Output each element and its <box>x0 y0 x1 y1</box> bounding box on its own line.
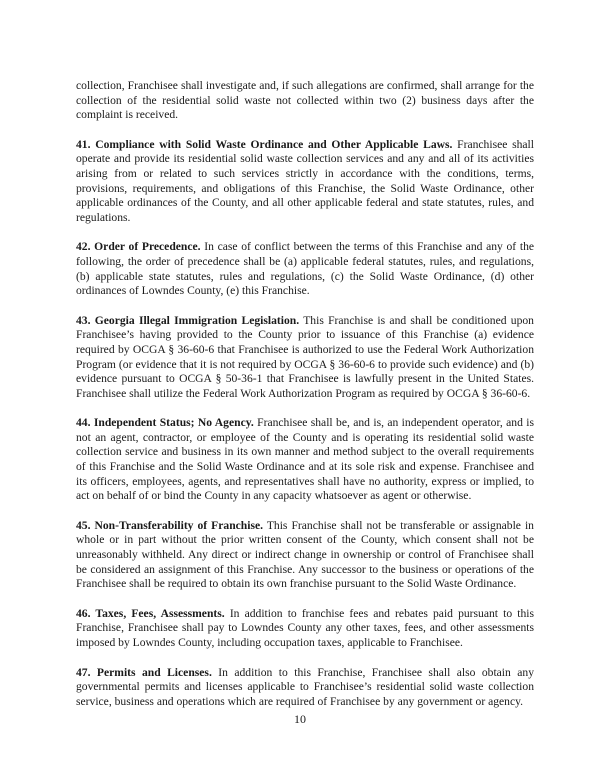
section-heading: 47. Permits and Licenses. <box>76 665 212 679</box>
section-body: Franchisee shall operate and provide its residential solid waste collection services and any and all of its activities arising from or related to such services strictly in accordance with the conditions, terms, provisions, requirements, and obligations of this Franchise, the Solid Waste Ordinance, other applicable ordinances of the County, and all other applicable federal and state statutes, rules, and regulations. <box>76 137 534 224</box>
section-body: Franchisee shall be, and is, an independent operator, and is not an agent, contractor, or employee of the County and is operating its residential solid waste collection service and business in its own manner and method subject to the overall requirements of this Franchise and the Solid Waste Ordinance and at its sole risk and expense. Franchisee and its officers, employees, agents, and representatives shall have no authority, express or implied, to act on behalf of or bind the County in any capacity whatsoever as agent or otherwise. <box>76 416 534 503</box>
document-page <box>76 79 534 724</box>
section-47 <box>76 666 534 710</box>
page-number: 10 <box>294 712 306 726</box>
continuation-paragraph: collection, Franchisee shall investigate and, if such allegations are confirmed, shall arrange for the collection of the residential solid waste not collected within two (2) business days after the complaint is received. <box>76 79 534 122</box>
section-45 <box>76 519 534 592</box>
section-heading: 44. Independent Status; No Agency. <box>76 416 254 430</box>
section-42 <box>76 240 534 298</box>
section-44 <box>76 416 534 504</box>
section-46 <box>76 607 534 651</box>
section-heading: 45. Non-Transferability of Franchise. <box>76 518 264 532</box>
section-body: This Franchise is and shall be conditioned upon Franchisee’s having provided to the County prior to issuance of this Franchise (a) evidence required by OCGA § 36-60-6 that Franchisee is authorized to use the Federal Work Authorization Program (or evidence that it is not required by OCGA § 36-60-6 to provide such evidence) and (b) evidence pursuant to OCGA § 50-36-1 that Franchisee is lawfully present in the United States. Franchisee shall utilize the Federal Work Authorization Program as required by OCGA § 36-60-6. <box>76 313 534 400</box>
section-43 <box>76 314 534 402</box>
section-heading: 46. Taxes, Fees, Assessments. <box>76 606 225 620</box>
section-41 <box>76 138 534 226</box>
section-heading: 41. Compliance with Solid Waste Ordinance and Other Applicable Laws. <box>76 137 453 151</box>
section-heading: 43. Georgia Illegal Immigration Legislation. <box>76 313 300 327</box>
section-body: This Franchise shall not be transferable or assignable in whole or in part without the prior written consent of the County, which consent shall not be unreasonably withheld. Any direct or indirect change in ownership or control of Franchisee shall be considered an assignment of this Franchise. Any successor to the business or operations of the Franchisee shall be required to obtain its own franchise pursuant to the Solid Waste Ordinance. <box>76 518 534 591</box>
section-heading: 42. Order of Precedence. <box>76 240 201 254</box>
section-body: In case of conflict between the terms of this Franchise and any of the following, the order of precedence shall be (a) applicable federal statutes, rules, and regulations, (b) applicable state statutes, rules and regulations, (c) the Solid Waste Ordinance, (d) other ordinances of Lowndes County, (e) this Franchise. <box>76 240 535 298</box>
section-body: In addition to this Franchise, Franchisee shall also obtain any governmental permits and licenses applicable to Franchisee’s residential solid waste collection service, business and operations which are required of Franchisee by any government or agency. <box>76 665 534 708</box>
section-body: In addition to franchise fees and rebates paid pursuant to this Franchise, Franchisee shall pay to Lowndes County any other taxes, fees, and other assessments imposed by Lowndes County, including occupation taxes, applicable to Franchisee. <box>76 606 534 649</box>
